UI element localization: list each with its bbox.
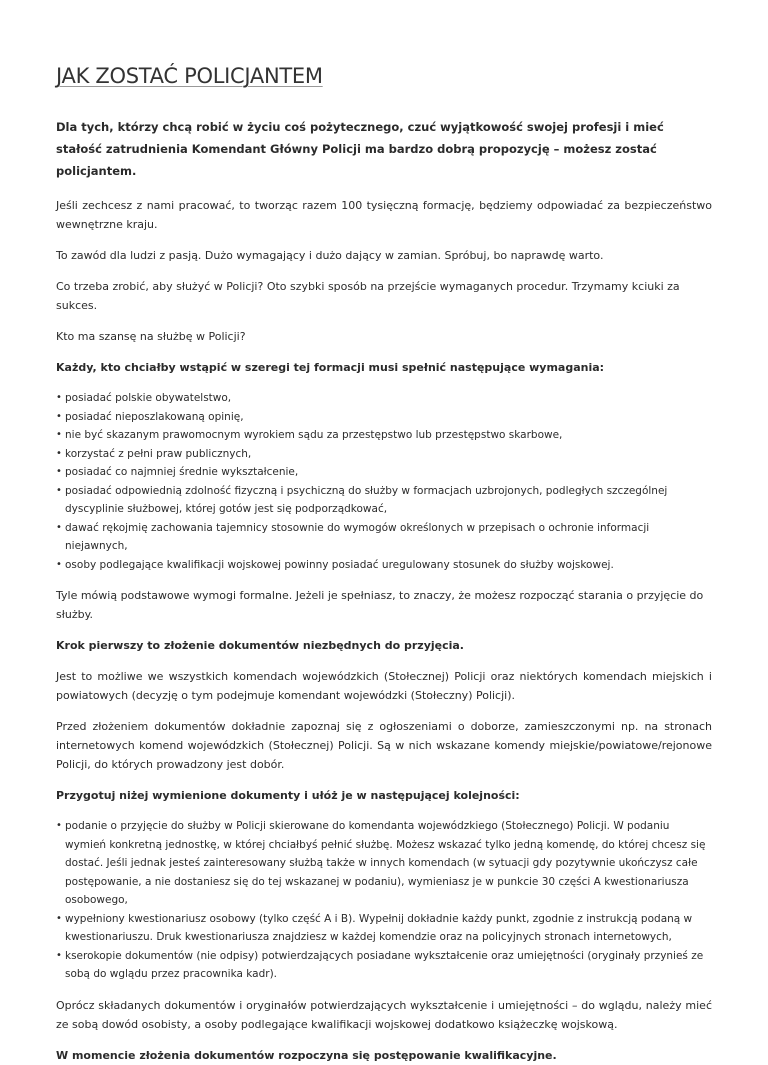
list-item: • dawać rękojmię zachowania tajemnicy stosownie do wymogów określonych w przepisach o ochronie informacji niejawnych, bbox=[56, 519, 712, 556]
final-heading: W momencie złożenia dokumentów rozpoczyna się postępowanie kwalifikacyjne. bbox=[56, 1048, 557, 1062]
list-item: • podanie o przyjęcie do służby w Policji skierowane do komendanta wojewódzkiego (Stołecznego) Policji. W podaniu wymień konkretną jednostkę, w której chciałbyś pełnić służbę. Możesz wskazać tylko jedną komendę, do której chcesz się dostać. Jeśli jednak jesteś zainteresowany służbą także w innych komendach (w sytuacji gdy pozytywnie ukończysz całe postępowanie, a nie dostaniesz się do tej wskazanej w podaniu), wymieniasz je w punkcie 30 części A kwestionariusza osobowego, bbox=[56, 817, 712, 910]
step1-heading: Krok pierwszy to złożenie dokumentów niezbędnych do przyjęcia. bbox=[56, 639, 464, 652]
paragraph-where: Jest to możliwe we wszystkich komendach wojewódzkich (Stołecznej) Policji oraz niektórych komendach miejskich i powiatowych (decyzję o tym podejmuje komendant wojewódzki (Stołeczny) Policji). bbox=[56, 670, 712, 702]
requirements-heading: Każdy, kto chciałby wstąpić w szeregi tej formacji musi spełnić następujące wymagania: bbox=[56, 361, 605, 374]
paragraph-intro: Jeśli zechcesz z nami pracować, to tworząc razem 100 tysięczną formację, będziemy odpowiadać za bezpieczeństwo wewnętrzne kraju. bbox=[56, 199, 712, 231]
list-item: • nie być skazanym prawomocnym wyrokiem sądu za przestępstwo lub przestępstwo skarbowe, bbox=[56, 426, 712, 445]
list-item: • kserokopie dokumentów (nie odpisy) potwierdzających posiadane wykształcenie oraz umiejętności (oryginały przynieś ze sobą do wglądu przez pracownika kadr). bbox=[56, 947, 712, 984]
list-item: • wypełniony kwestionariusz osobowy (tylko część A i B). Wypełnij dokładnie każdy punkt, zgodnie z instrukcją podaną w kwestionariuszu. Druk kwestionariusza znajdziesz w każdej komendzie oraz na policyjnych stronach internetowych, bbox=[56, 910, 712, 947]
list-item: • osoby podlegające kwalifikacji wojskowej powinny posiadać uregulowany stosunek do służby wojskowej. bbox=[56, 556, 712, 575]
paragraph-before: Przed złożeniem dokumentów dokładnie zapoznaj się z ogłoszeniami o doborze, zamieszczonymi np. na stronach internetowych komend wojewódzkich (Stołecznej) Policji. Są w nich wskazane komendy miejskie/powiatowe/rejonowe Policji, do których prowadzony jest dobór. bbox=[56, 720, 712, 771]
list-item: • posiadać co najmniej średnie wykształcenie, bbox=[56, 463, 712, 482]
paragraph-procedure: Co trzeba zrobić, aby służyć w Policji? Oto szybki sposób na przejście wymaganych procedur. Trzymamy kciuki za sukces. bbox=[56, 280, 680, 312]
lead-paragraph: Dla tych, którzy chcą robić w życiu coś pożytecznego, czuć wyjątkowość swojej profesji i mieć stałość zatrudnienia Komendant Główny Policji ma bardzo dobrą propozycję – możesz zostać policjantem. bbox=[56, 120, 664, 178]
documents-heading: Przygotuj niżej wymienione dokumenty i ułóż je w następującej kolejności: bbox=[56, 789, 520, 802]
list-item: • posiadać nieposzlakowaną opinię, bbox=[56, 408, 712, 427]
list-item: • posiadać polskie obywatelstwo, bbox=[56, 389, 712, 408]
documents-list bbox=[56, 817, 712, 984]
list-item: • korzystać z pełni praw publicznych, bbox=[56, 445, 712, 464]
paragraph-passion: To zawód dla ludzi z pasją. Dużo wymagający i dużo dający w zamian. Spróbuj, bo naprawdę warto. bbox=[56, 249, 604, 262]
page-title: JAK ZOSTAĆ POLICJANTEM bbox=[56, 64, 323, 88]
paragraph-formal: Tyle mówią podstawowe wymogi formalne. Jeżeli je spełniasz, to znaczy, że możesz rozpocząć starania o przyjęcie do służby. bbox=[56, 589, 704, 621]
requirements-list bbox=[56, 389, 712, 574]
paragraph-who: Kto ma szansę na służbę w Policji? bbox=[56, 330, 246, 343]
list-item: • posiadać odpowiednią zdolność fizyczną i psychiczną do służby w formacjach uzbrojonych, podległych szczególnej dyscyplinie służbowej, której gotów jest się podporządkować, bbox=[56, 482, 712, 519]
paragraph-id: Oprócz składanych dokumentów i oryginałów potwierdzających wykształcenie i umiejętności – do wglądu, należy mieć ze sobą dowód osobisty, a osoby podlegające kwalifikacji wojskowej dodatkowo książeczkę wojskową. bbox=[56, 998, 712, 1031]
